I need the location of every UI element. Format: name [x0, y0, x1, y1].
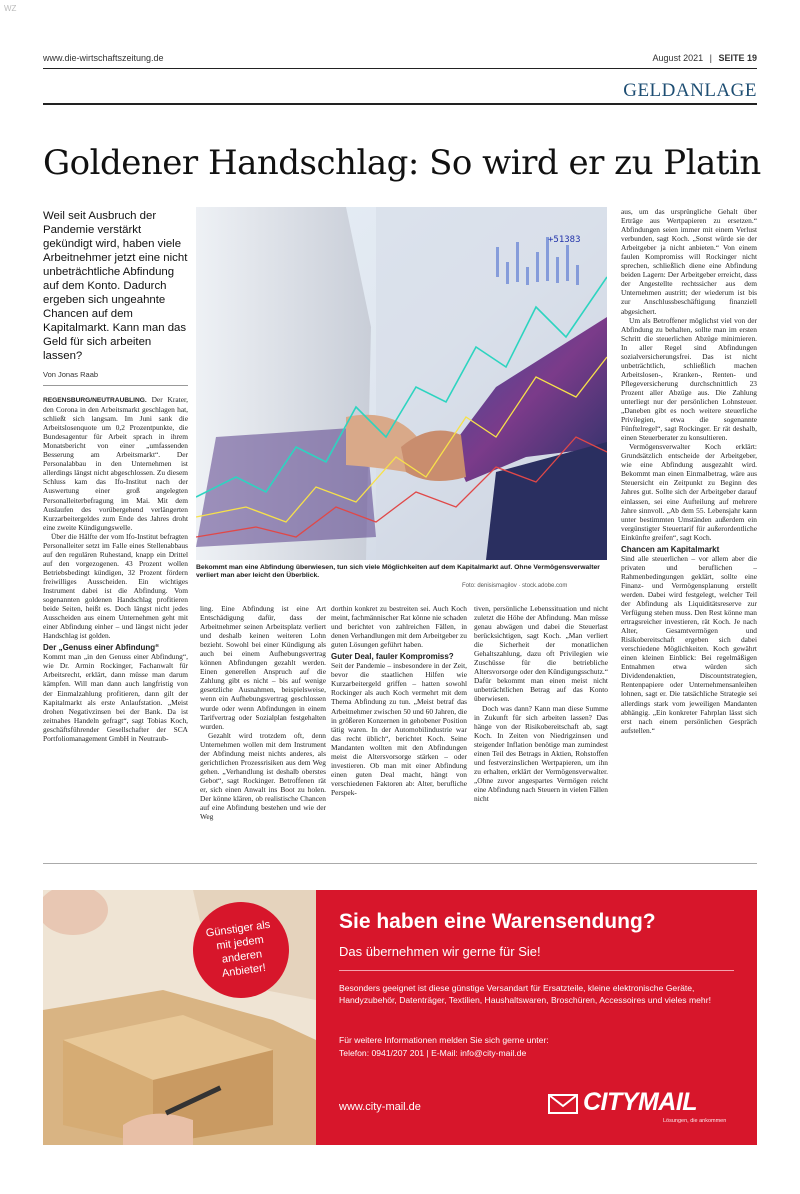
brand-tagline: Lösungen, die ankommen — [663, 1118, 727, 1124]
masthead-date: August 2021 — [652, 53, 704, 63]
article-paragraph: Gezahlt wird trotzdem oft, denn Unternehmen wollen mit dem Instrument der Abfindung meist nichts anderes, als gerichtlichen Prozessrisiken aus dem Weg gehen. „Verhandlung ist deshalb oberstes Gebot“, sagt Rockinger. Betroffenen rät er, sich einen Anwalt ins Boot zu holen. Der könne klären, ob realistische Chancen auf eine Abfindung bestehen und wie der Weg — [200, 730, 326, 822]
article-paragraph: aus, um das ursprüngliche Gehalt über Erträge aus Wertpapieren zu ersetzen.“ Abfindungen seien immer mit einem Verlust verbunden, sagt Koch. „Sonst würde sie der Arbeitgeber ja nicht anbieten.“ Von einem faulen Kompromiss will Rockinger nicht sprechen, schließlich diene eine Abfindung beiden Lagern: Der Arbeitgeber erreicht, dass der Angestellte rechtssicher aus dem Unternehmen austritt; der wiederum ist bis zur Anschlussbeschäftigung finanziell abgesichert. — [621, 207, 757, 316]
photo-caption: Bekommt man eine Abfindung überwiesen, tun sich viele Möglichkeiten auf dem Kapitalmarkt auf. Ohne Vermögensverwalter verliert man aber leicht den Überblick. — [196, 564, 600, 580]
byline: Von Jonas Raab — [43, 370, 99, 379]
photo-credit: Foto: denisismagilov · stock.adobe.com — [462, 583, 568, 589]
article-paragraph: REGENSBURG/NEUTRAUBLING. Der Krater, den Corona in den Arbeitsmarkt geschlagen hat, schließt sich langsam. Im Juni sank die Arbeitslosenquote um 0,2 Prozentpunkte, die Bundesagentur für Arbeit sprach in ihrem Monatsbericht von einer „umfassenden Besserung am Arbeitsmarkt“. Der Personalabbau in den Unternehmen ist allerdings längst nicht abgeschlossen. Zu diesem Schluss kam das Ifo-Institut nach der Auswertung einer groß angelegten Personalleiterbefragung im Mai. Mit dem Auslaufen des vorübergehend verlängerten Kurzarbeitergeldes zum Ende des Jahres droht eine zweite Kündigungswelle. — [43, 395, 188, 532]
dateline: REGENSBURG/NEUTRAUBLING. — [43, 397, 147, 404]
ad-info: Für weitere Informationen melden Sie sich gerne unter: — [339, 1035, 549, 1045]
ad-subhead: Das übernehmen wir gerne für Sie! — [339, 944, 541, 959]
article-paragraph: Vermögensverwalter Koch erklärt: Grundsätzlich entscheide der Arbeitgeber, wie eine Abfindung ausgezahlt wird. Bekommt man einen Einmalbetrag, wäre aus Steuersicht ein Zeitpunkt zu Beginn des Jahres gut. Sollte sich der Arbeitgeber darauf einlassen, sei eine Aufteilung auf mehrere Jahre sinnvoll. „Ab dem 55. Lebensjahr kann unter bestimmten Umständen außerdem ein vergünstigter Steuertarif für außerordentliche Einkünfte greifen“, sagt Koch. — [621, 442, 757, 542]
article-paragraph: Doch was dann? Kann man diese Summe in Zukunft für sich arbeiten lassen? Das hänge von der Risikobereitschaft ab, sagt Koch. In Zeiten von Niedrigzinsen und steigender Inflation benötige man zumindest einen Teil des Betrags in Aktien, Rohstoffen und festverzinslichen Wertpapieren, um ihn zu erhalten, erklärt der Vermögensverwalter. „Ohne zuvor angespartes Vermögen reicht eine Abfindung nach Steuern in vielen Fällen nicht — [474, 703, 608, 803]
article-paragraph: dorthin konkret zu bestreiten sei. Auch Koch meint, fachmännischer Rat könne nie schaden und berichtet von zahlreichen Fällen, in denen Verhandlungen mit dem Arbeitgeber zu guten Lösungen geführt haben. — [331, 604, 467, 650]
article-paragraph: Kommt man „in den Genuss einer Abfindung“, wie Dr. Armin Rockinger, Fachanwalt für Arbeitsrecht, erklärt, dann müsse man darum kämpfen. Will man dann auch langfristig von der Einmalzahlung profitieren, dann gilt der Kapitalmarkt als erste Anlaufstation. „Meist drohen Negativzinsen bei der Bank. Da ist zeitnahes Handeln gefragt“, sagt Tobias Koch, geschäftsführender Gesellschafter der SCA Portfoliomanagement GmbH in Neutraub- — [43, 652, 188, 743]
article-paragraph: Sind alle steuerlichen – vor allem aber die privaten und beruflichen – Rahmenbedingungen geklärt, sollte eine Finanz- und Vermögensplanung erstellt werden. Dabei wird festgelegt, welcher Teil der Abfindung als Liquiditätsreserve zur Verfügung stehen muss. Den Rest könne man ertragsreicher investieren, rät Koch. Je nach Alter, Gesamtvermögen und Risikobereitschaft ergeben sich dabei verschiedene Möglichkeiten. Koch gewährt einen kleinen Einblick: Bei regelmäßigen Entnahmen etwa würden sich Dividendenaktien, Discountstrategien, Rentenpapiere oder Unternehmensanleihen lohnen, sagt er. Die tatsächliche Strategie sei allerdings stark vom jeweiligen Mandanten abhängig. „Ein konkreter Fahrplan lässt sich erst nach einem persönlichen Gespräch aufstellen.“ — [621, 553, 757, 735]
byline-rule — [43, 385, 188, 386]
handshake-stock-chart-photo — [196, 207, 607, 560]
subheading-1: Der „Genuss einer Abfindung“ — [43, 643, 160, 653]
ad-url[interactable]: www.city-mail.de — [339, 1101, 421, 1113]
ad-divider — [339, 970, 734, 971]
masthead-date-page: August 2021 | SEITE 19 — [652, 53, 757, 63]
article-column-2 — [200, 604, 326, 880]
envelope-icon — [548, 1094, 578, 1114]
ad-body: Besonders geeignet ist diese günstige Versandart für Ersatzteile, kleine elektronische Geräte, Handyzubehör, Datenträger, Textilien, Haushaltswaren, Broschüren, Accessoires und vieles mehr! — [339, 983, 711, 1005]
section-rule — [43, 103, 757, 105]
section-title: GELDANLAGE — [623, 80, 757, 101]
photo-ticker: +51383 — [548, 235, 581, 245]
article-column-3 — [331, 604, 467, 880]
citymail-logo — [548, 1088, 743, 1128]
subheading-3: Chancen am Kapitalmarkt — [621, 544, 720, 554]
article-paragraph: Über die Hälfte der vom Ifo-Institut befragten Personalleiter setzt im Falle eines Stellenabbaus auf den regulären Ruhestand, knapp ein Drittel auf den vorgezogenen. 43 Prozent wollen Betriebsbedingt kündigen, 32 Prozent fördern freiwilliges Ausscheiden. Ein wichtiges Instrument dabei ist die Abfindung. Vom sogenannten goldenen Handschlag profitieren beide Seiten, heißt es. Doch längst nicht jedes Ausscheiden aus einem Unternehmen geht mit einer Abfindung einher – und längst nicht jeder Handschlag ist golden. — [43, 531, 188, 641]
masthead-page: SEITE 19 — [718, 53, 757, 63]
article-paragraph: Um als Betroffener möglichst viel von der Abfindung zu behalten, sollte man im ersten Schritt die steuerlichen Abzüge minimieren. In aller Regel sind Abfindungen sozialversicherungsfrei. Das ist nicht unbeträchtlich, schließlich machen Arbeitslosen-, Kranken-, Renten- und Pflegeversicherung durchschnittlich 23 Prozent aller Abzüge aus. Die Zahlung unterliegt nur der persönlichen Lohnsteuer. „Daneben gibt es noch weitere steuerliche Privilegien, etwa die sogenannte Fünftelregel“, sagt Rockinger. Er rät deshalb, einen Steuerberater zu konsultieren. — [621, 315, 757, 443]
headline: Goldener Handschlag: So wird er zu Platin — [43, 143, 761, 183]
article-column-1 — [43, 395, 188, 880]
advertisement — [43, 890, 757, 1145]
article-paragraph: ling. Eine Abfindung ist eine Art Entschädigung dafür, dass der Arbeitnehmer seinen Arbeitsplatz verliert und deshalb keinen weiteren Lohn bezieht. Sowohl bei einer Kündigung als auch bei einem Aufhebungsvertrag können Abfindungen gezahlt werden. Einen generellen Anspruch auf die Zahlung gibt es nicht – bis auf wenige gesetzliche Ausnahmen, beispielsweise, wenn ein Aufhebungsvertrag geschlossen wurde oder wenn Abfindungen in einem Tarifvertrag oder Sozialplan festgehalten wurden. — [200, 604, 326, 731]
subheading-2: Guter Deal, fauler Kompromiss? — [331, 652, 454, 662]
masthead-rule — [43, 68, 757, 69]
corner-mark: WZ — [4, 4, 17, 13]
article-paragraph: tiven, persönliche Lebenssituation und nicht zuletzt die Höhe der Abfindung. Man müsse genau abwägen und dabei die Steuerlast berücksichtigen, sagt Koch. „Man verliert die Sicherheit der monatlichen Gehaltszahlung, dazu oft Privilegien wie Zuschüsse für die betriebliche Altersvorsorge oder den Kündigungsschutz.“ Dafür bekommt man einen meist nicht unbeträchtlichen Betrag auf das Konto überwiesen. — [474, 604, 608, 704]
article-column-4 — [474, 604, 608, 880]
ad-panel — [316, 890, 757, 1145]
ad-contact: Telefon: 0941/207 201 | E-Mail: info@city-mail.de — [339, 1048, 527, 1058]
masthead-url: www.die-wirtschaftszeitung.de — [43, 53, 164, 63]
ad-headline: Sie haben eine Warensendung? — [339, 910, 656, 933]
lead-text: Weil seit Ausbruch der Pandemie verstärkt gekündigt wird, haben viele Arbeitnehmer jetzt eine nicht unbeträchtliche Abfindung auf dem Konto. Dadurch ergeben sich ungeahnte Chancen auf dem Kapitalmarkt. Kann man das Geld für sich arbeiten lassen? — [43, 210, 188, 362]
article-paragraph: Seit der Pandemie – insbesondere in der Zeit, bevor die staatlichen Hilfen wie Kurzarbeitergeld griffen – hatten sowohl Rockinger als auch Koch vermehrt mit dem Thema Abfindung zu tun. „Meist betraf das Arbeitnehmer zwischen 50 und 60 Jahren, die in größeren Konzernen in gehobener Position tätig waren. In der Automobilindustrie war das recht üblich“, berichtet Koch. Seine Mandanten wollten mit den Abfindungen meist die Altersvorsorge stärken – oder investieren. Ob man mit einer Abfindung einen guten Deal macht, hängt von verschiedenen Faktoren ab: Alter, berufliche Perspek- — [331, 661, 467, 797]
brand-name: CITYMAIL — [583, 1088, 698, 1116]
article-photo — [196, 207, 607, 560]
price-badge-text: Günstiger als mit jedem anderen Anbieter! — [205, 918, 272, 980]
ad-separator — [43, 863, 757, 864]
article-column-5 — [621, 207, 757, 880]
